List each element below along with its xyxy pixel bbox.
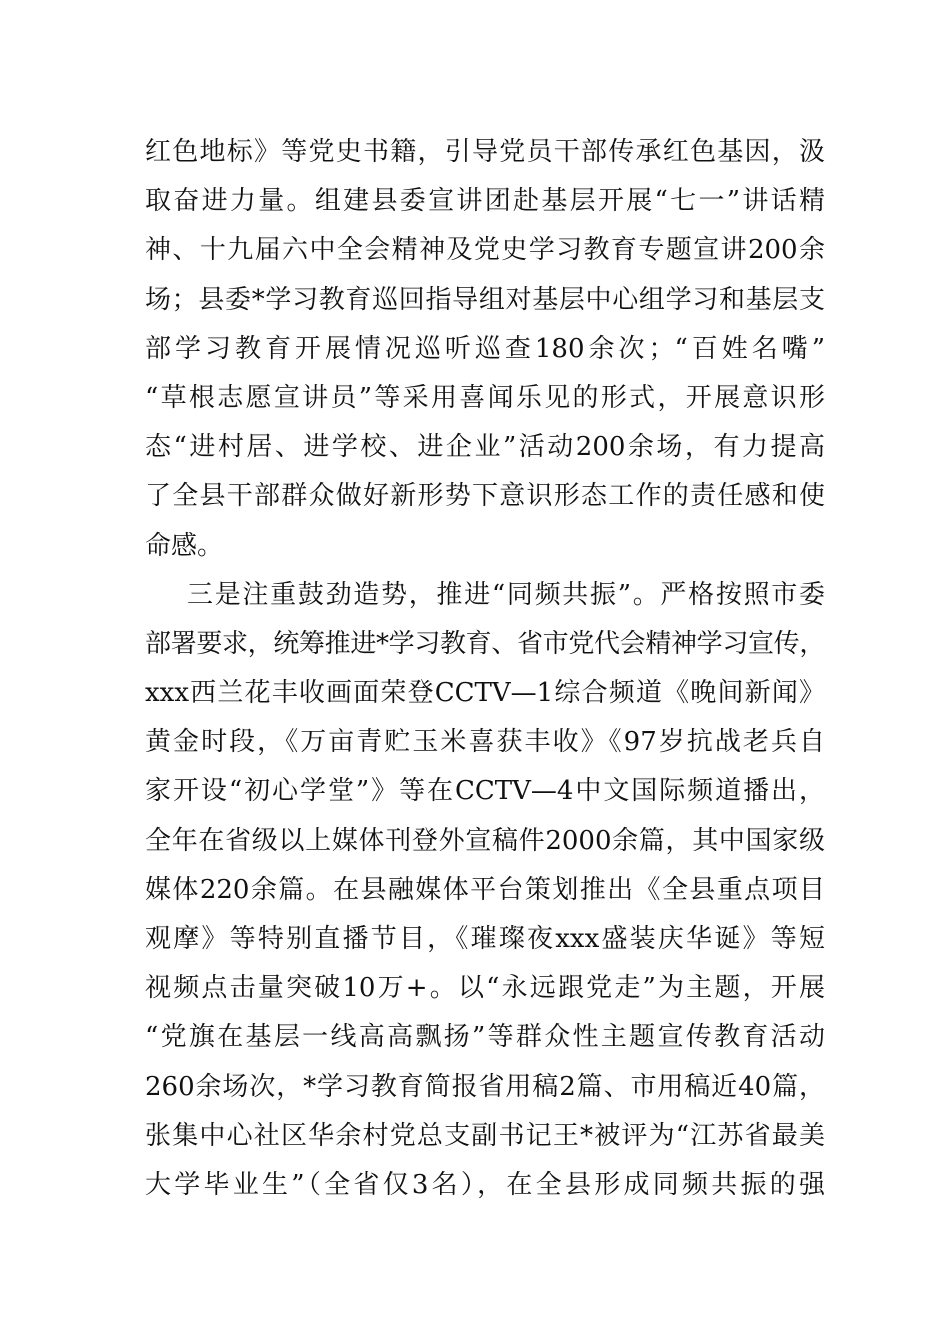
text-line-15: 全年在省级以上媒体刊登外宣稿件2000余篇，其中国家级 (145, 825, 825, 856)
text-line-21: 张集中心社区华余村党总支副书记王*被评为“江苏省最美 (145, 1120, 825, 1151)
text-line-2: 取奋进力量。组建县委宣讲团赴基层开展“七一”讲话精 (145, 186, 825, 217)
text-line-8: 了全县干部群众做好新形势下意识形态工作的责任感和使 (145, 481, 825, 512)
text-line-11: 部署要求，统筹推进*学习教育、省市党代会精神学习宣传， (145, 628, 825, 659)
text-line-18: 视频点击量突破10万+。以“永远跟党走”为主题，开展 (145, 973, 825, 1004)
text-line-3: 神、十九届六中全会精神及党史学习教育专题宣讲200余 (145, 235, 825, 266)
text-line-1: 红色地标》等党史书籍，引导党员干部传承红色基因，汲 (145, 137, 825, 167)
text-line-7: 态“进村居、进学校、进企业”活动200余场，有力提高 (145, 432, 825, 463)
text-line-20: 260余场次，*学习教育简报省用稿2篇、市用稿近40篇， (145, 1071, 825, 1102)
text-line-19: “党旗在基层一线高高飘扬”等群众性主题宣传教育活动 (145, 1022, 825, 1053)
text-line-5: 部学习教育开展情况巡听巡查180余次；“百姓名嘴” (145, 333, 825, 364)
text-line-17: 观摩》等特别直播节目，《璀璨夜xxx盛装庆华诞》等短 (145, 924, 825, 954)
paragraph-start-line: 三是注重鼓劲造势，推进“同频共振”。严格按照市委 (187, 579, 825, 610)
document-body (145, 128, 825, 1210)
text-line-9: 命感。 (145, 530, 224, 561)
text-line-12: xxx西兰花丰收画面荣登CCTV—1综合频道《晚间新闻》 (145, 678, 825, 709)
text-line-14: 家开设“初心学堂”》等在CCTV—4中文国际频道播出， (145, 776, 825, 807)
text-line-22: 大学毕业生”（全省仅3名），在全县形成同频共振的强 (145, 1169, 825, 1200)
text-line-16: 媒体220余篇。在县融媒体平台策划推出《全县重点项目 (145, 874, 825, 905)
text-line-6: “草根志愿宣讲员”等采用喜闻乐见的形式，开展意识形 (145, 382, 825, 413)
text-line-13: 黄金时段，《万亩青贮玉米喜获丰收》《97岁抗战老兵自 (145, 727, 825, 758)
text-line-4: 场；县委*学习教育巡回指导组对基层中心组学习和基层支 (145, 284, 825, 315)
